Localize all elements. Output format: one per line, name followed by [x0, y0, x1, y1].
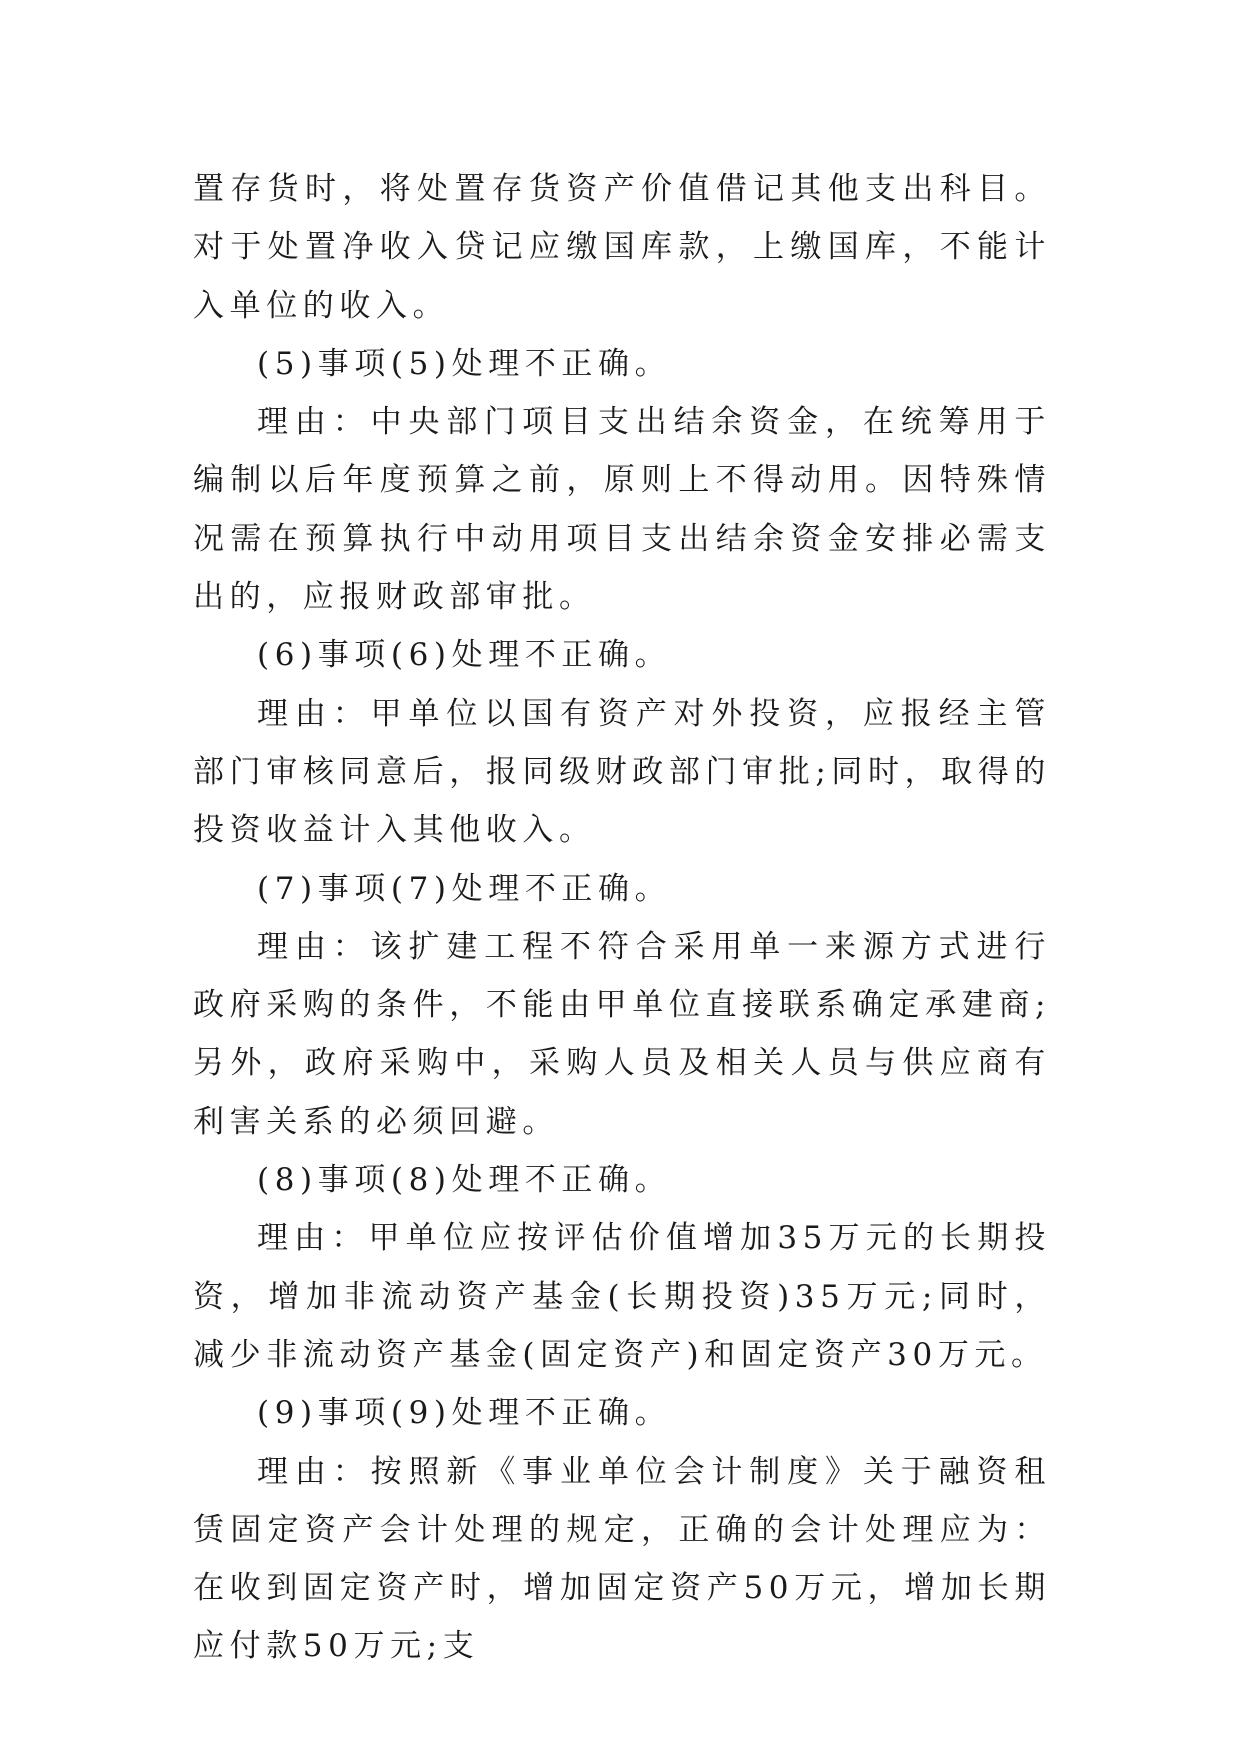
item-8-heading: (8)事项(8)处理不正确。	[257, 1162, 672, 1199]
item-7-reason: 理由：该扩建工程不符合采用单一来源方式进行政府采购的条件，不能由甲单位直接联系确定承建商;另外，政府采购中，采购人员及相关人员与供应商有利害关系的必须回避。	[193, 928, 1051, 1140]
item-7-heading: (7)事项(7)处理不正确。	[257, 870, 672, 907]
document-body	[193, 160, 1051, 1676]
item-6-reason: 理由：甲单位以国有资产对外投资，应报经主管部门审核同意后，报同级财政部门审批;同时，取得的投资收益计入其他收入。	[193, 695, 1051, 849]
item-5-reason: 理由：中央部门项目支出结余资金，在统筹用于编制以后年度预算之前，原则上不得动用。因特殊情况需在预算执行中动用项目支出结余资金安排必需支出的，应报财政部审批。	[193, 404, 1051, 616]
item-9-reason: 理由：按照新《事业单位会计制度》关于融资租赁固定资产会计处理的规定，正确的会计处理应为：在收到固定资产时，增加固定资产50万元，增加长期应付款50万元;支	[193, 1453, 1051, 1665]
paragraph-continuation: 置存货时，将处置存货资产价值借记其他支出科目。对于处置净收入贷记应缴国库款，上缴国库，不能计入单位的收入。	[193, 171, 1051, 324]
item-9-heading: (9)事项(9)处理不正确。	[257, 1395, 672, 1432]
item-5-heading: (5)事项(5)处理不正确。	[257, 345, 672, 382]
item-8-reason: 理由：甲单位应按评估价值增加35万元的长期投资，增加非流动资产基金(长期投资)35万元;同时，减少非流动资产基金(固定资产)和固定资产30万元。	[193, 1220, 1051, 1373]
item-6-heading: (6)事项(6)处理不正确。	[257, 637, 672, 674]
